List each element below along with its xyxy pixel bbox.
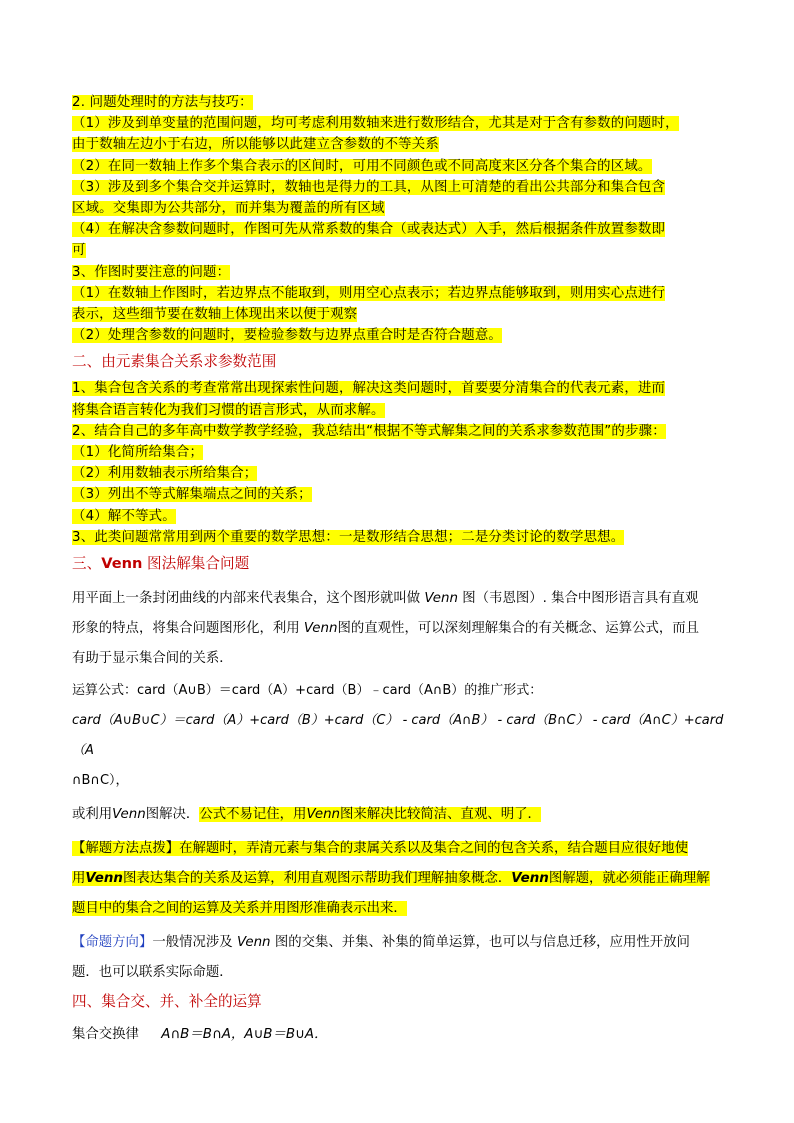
tip-text: 图解题，就必须能正确理解 [548, 871, 710, 887]
parameter-line: 2、结合自己的多年高中数学教学经验，我总结出“根据不等式解集之间的关系求参数范围”的步骤： [72, 423, 666, 439]
venn-term: Venn [112, 807, 146, 823]
venn-text: 图的直观性，可以深刻理解集合的有关概念、运算公式，而且 [337, 621, 700, 637]
commutative-label: 集合交换律 [72, 1027, 139, 1043]
direction-text: 图的交集、并集、补集的简单运算，也可以与信息迁移，应用性开放问 [274, 935, 690, 951]
venn-text: 图解决． [145, 807, 200, 823]
section-title-4: 四、集合交、并、补全的运算 [72, 993, 262, 1011]
venn-term: Venn [236, 935, 271, 951]
tip-label: 【解题方法点拨】 [72, 841, 180, 857]
methods-line: 表示，这些细节要在数轴上体现出来以便于观察 [72, 307, 358, 323]
venn-text: 或利用 [72, 807, 113, 823]
methods-line: 由于数轴左边小于右边，所以能够以此建立含参数的不等关系 [72, 137, 439, 153]
methods-line: 2. 问题处理时的方法与技巧： [72, 95, 253, 110]
parameter-line: 3、此类问题常常用到两个重要的数学思想：一是数形结合思想；二是分类讨论的数学思想。 [72, 529, 625, 545]
section-title-3-prefix: 三、 [72, 555, 102, 573]
parameter-line: （4）解不等式。 [72, 508, 176, 524]
venn-term: Venn [303, 621, 338, 637]
parameter-line: （2）利用数轴表示所给集合； [72, 466, 258, 482]
methods-line: 3、作图时要注意的问题： [72, 264, 231, 280]
venn-term: Venn [511, 871, 549, 887]
parameter-line: 1、集合包含关系的考查常常出现探索性问题，解决这类问题时，首要要分清集合的代表元素，进而 [72, 381, 666, 397]
direction-label: 【命题方向】 [72, 935, 153, 951]
tip-text: 用 [72, 871, 86, 887]
direction-text: 一般情况涉及 [152, 935, 233, 951]
venn-text: 用平面上一条封闭曲线的内部来代表集合，这个图形就叫做 [72, 591, 421, 607]
methods-line: 区域。交集即为公共部分，而并集为覆盖的所有区域 [72, 201, 385, 217]
commutative-formula: A∩B＝B∩A，A∪B＝B∪A． [161, 1027, 328, 1043]
commutative-law [72, 1020, 726, 1050]
parameter-line: 将集合语言转化为我们习惯的语言形式，从而求解。 [72, 402, 385, 418]
venn-highlight-text: 公式不易记住，用 [199, 807, 307, 823]
tip-text: 在解题时，弄清元素与集合的隶属关系以及集合之间的包含关系，结合题目应很好地使 [179, 841, 688, 857]
section-title-3 [72, 552, 726, 576]
parameter-range-block [72, 378, 726, 548]
venn-text: 图（韦恩图）. 集合中图形语言具有直观 [462, 591, 699, 607]
venn-text: 有助于显示集合间的关系． [72, 651, 233, 667]
card-formula-3: ∩B∩C）， [72, 773, 129, 789]
exam-direction-paragraph [72, 928, 726, 988]
methods-line: 可 [72, 243, 86, 259]
venn-term: Venn [424, 591, 459, 607]
section-title-2: 二、由元素集合关系求参数范围 [72, 353, 277, 371]
parameter-line: （3）列出不等式解集端点之间的关系； [72, 487, 312, 503]
section-title-3-venn: Venn [101, 555, 143, 573]
venn-text: 形象的特点，将集合问题图形化，利用 [72, 621, 300, 637]
venn-highlight [199, 807, 541, 822]
methods-block [72, 92, 726, 346]
tip-text: 图表达集合的关系及运算，利用直观图示帮助我们理解抽象概念． [122, 871, 512, 887]
parameter-line: （1）化简所给集合； [72, 445, 204, 461]
tip-line [72, 841, 688, 856]
venn-intro-paragraph [72, 584, 726, 674]
methods-line: （2）处理含参数的问题时，要检验参数与边界点重合时是否符合题意。 [72, 328, 503, 344]
tip-line: 题目中的集合之间的运算及关系并用图形准确表示出来． [72, 901, 407, 917]
method-tip-paragraph [72, 834, 726, 924]
card-formula-1: 运算公式：card（A∪B）＝card（A）+card（B）﹣card（A∩B）的推广形式： [72, 683, 543, 699]
venn-term: Venn [85, 871, 123, 887]
methods-line: （2）在同一数轴上作多个集合表示的区间时，可用不同颜色或不同高度来区分各个集合的区域。 [72, 158, 652, 174]
card-formula-block [72, 676, 726, 796]
venn-highlight-text: 图来解决比较简洁、直观、明了． [340, 807, 541, 823]
methods-line: （1）在数轴上作图时，若边界点不能取到，则用空心点表示；若边界点能够取到，则用实心点进行 [72, 285, 666, 301]
document-page [72, 92, 726, 1050]
methods-line: （4）在解决含参数问题时，作图可先从常系数的集合（或表达式）入手，然后根据条件放置参数即 [72, 222, 666, 238]
methods-line: （3）涉及到多个集合交并运算时，数轴也是得力的工具，从图上可清楚的看出公共部分和集合包含 [72, 179, 666, 195]
methods-line: （1）涉及到单变量的范围问题，均可考虑利用数轴来进行数形结合，尤其是对于含有参数的问题时， [72, 116, 679, 132]
venn-usage-line [72, 800, 726, 830]
direction-text: 题．也可以联系实际命题． [72, 965, 233, 981]
section-title-3-suffix: 图法解集合问题 [142, 555, 250, 573]
venn-term: Venn [306, 807, 341, 823]
tip-line [72, 871, 710, 886]
card-formula-2: card（A∪B∪C）＝card（A）+card（B）+card（C） - card（A∩B） - card（B∩C） - card（A∩C）+card（A [72, 713, 724, 759]
